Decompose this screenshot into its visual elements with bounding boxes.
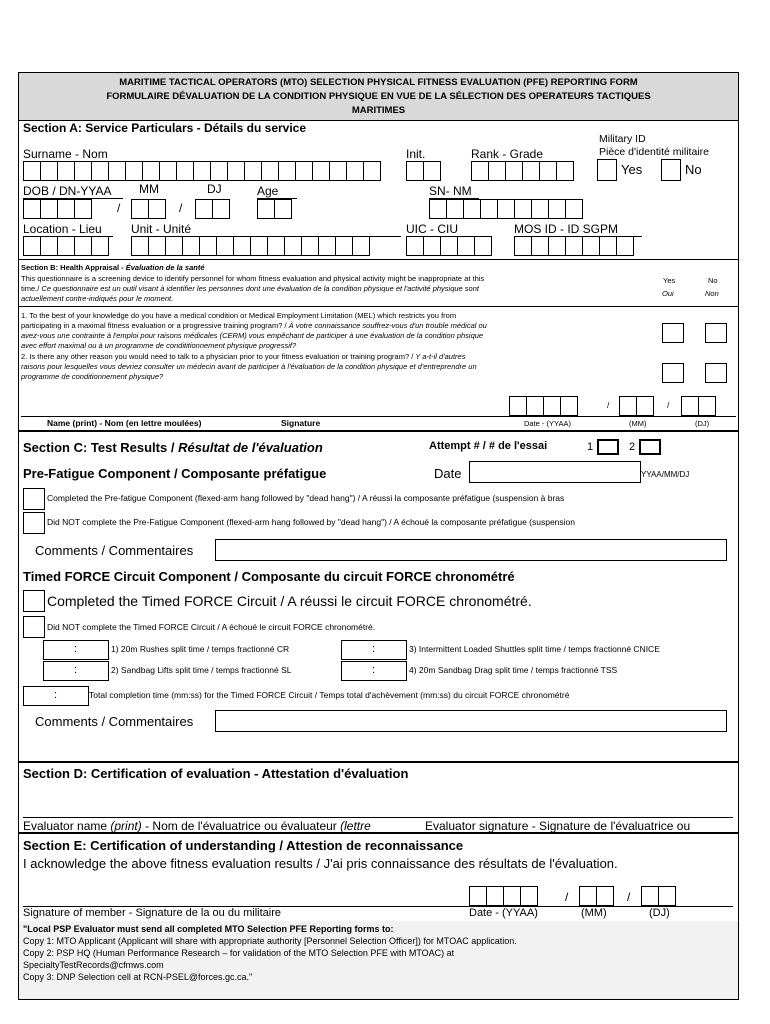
init-field[interactable] xyxy=(406,161,440,181)
military-id-no-box[interactable] xyxy=(661,159,681,181)
unit-field[interactable] xyxy=(131,236,369,256)
military-id-label: Military ID xyxy=(599,133,646,145)
section-d xyxy=(19,761,738,833)
split2-label: 2) Sandbag Lifts split time / temps fractionné SL xyxy=(111,665,292,675)
health-date-slash-1: / xyxy=(607,400,610,410)
age-label: Age xyxy=(257,184,297,199)
q2-line-3: programme de conditionnement physique? xyxy=(21,372,164,381)
member-date-slash-2: / xyxy=(627,890,631,904)
dob-slash-1: / xyxy=(117,201,121,215)
split2-colon: : xyxy=(74,664,78,676)
q1-line-2: participating in a maximal fitness evaluation or a progressive training program? / À votre connaissance souffrez-vous d'un trouble médical ou xyxy=(21,321,487,330)
section-c xyxy=(19,431,738,763)
sn-field[interactable] xyxy=(429,199,582,219)
section-b-intro-2: time./ Ce questionnaire est un outil visant à identifier les personnes dont une évaluation de la condition physique et l'activité physique sont xyxy=(21,284,479,293)
section-e-title: Section E: Certification of understanding / Attestion de reconnaissance xyxy=(23,838,464,853)
note-line-5: Copy 3: DNP Selection cell at RCN-PSEL@forces.gc.ca." xyxy=(23,972,253,982)
tf-comments-label: Comments / Commentaires xyxy=(35,714,194,729)
non-header: Non xyxy=(705,289,719,298)
member-date-month-field[interactable] xyxy=(579,886,613,906)
note-line-1: "Local PSP Evaluator must send all completed MTO Selection PFE Reporting forms to: xyxy=(23,924,394,934)
form-header xyxy=(19,73,738,121)
split1-label: 1) 20m Rushes split time / temps fractionné CR xyxy=(111,644,290,654)
uic-field[interactable] xyxy=(406,236,491,256)
section-c-title: Section C: Test Results / Résultat de l'évaluation xyxy=(23,440,323,455)
note-line-2: Copy 1: MTO Applicant (Applicant will share with appropriate authority [Personnel Selection Officer]) for MTOAC application. xyxy=(23,936,517,946)
attempt-1-label: 1 xyxy=(587,441,594,453)
mos-field[interactable] xyxy=(514,236,633,256)
q2-no-box[interactable] xyxy=(705,363,727,383)
section-e xyxy=(19,833,738,923)
q1-line-4: avec effort maximal ou à un programme de condititionnement physique progressif? xyxy=(21,341,297,350)
note-email-link[interactable]: SpecialtyTestRecords@cfmws.com xyxy=(23,960,164,970)
dob-dj-label: DJ xyxy=(207,182,222,196)
pf-comments-label: Comments / Commentaires xyxy=(35,543,194,558)
health-date-year-field[interactable] xyxy=(509,396,577,416)
member-date-mm-label: (MM) xyxy=(581,907,607,919)
rank-label: Rank - Grade xyxy=(471,147,571,162)
section-b-title: Section B: Health Appraisal - Évaluation de la santé xyxy=(21,263,205,272)
pf-completed-label: Completed the Pre-fatigue Component (flexed-arm hang followed by "dead hang") / A réussi la composante préfatigue (suspension à bras xyxy=(47,493,565,503)
q2-line-2: raisons pour lesquelles vous devriez consulter un médecin avant de participer à l'évaluation de la condition physique et d'entreprendre un xyxy=(21,362,477,371)
split4-colon: : xyxy=(372,664,376,676)
total-time-field[interactable] xyxy=(23,686,89,706)
total-time-label: Total completion time (mm:ss) for the Timed FORCE Circuit / Temps total d'achèvement (mm:ss) du circuit FORCE chronométré xyxy=(89,690,570,700)
tf-notcompleted-label: Did NOT complete the Timed FORCE Circuit / A échoué le circuit FORCE chronométré. xyxy=(47,622,376,632)
oui-header: Oui xyxy=(662,289,674,298)
section-b-intro-3: actuellement contre-indiqués pour le moment. xyxy=(21,294,174,303)
header-line-2: FORMULAIRE DÉVALUATION DE LA CONDITION PHYSIQUE EN VUE DE LA SÉLECTION DES OPERATEURS TACTIQUES xyxy=(106,91,651,102)
timed-force-title: Timed FORCE Circuit Component / Composante du circuit FORCE chronométré xyxy=(23,569,515,584)
q1-line-3: avez-vous une contrainte à l'emploi pour raisons médicales (CERM) vous empêchant de participer à une évaluation de la condition phsique xyxy=(21,331,484,340)
dob-slash-2: / xyxy=(179,201,183,215)
pf-comments-field[interactable] xyxy=(215,539,727,561)
section-b-intro-1: This questionnaire is a screening device to identify personnel for whom fitness evaluation and physical activity might be inappropriate at this xyxy=(21,274,485,283)
unit-label: Unit - Unité xyxy=(131,222,401,237)
q1-line-1: 1. To the best of your knowledge do you have a medical condition or Medical Employment Limitation (MEL) which restricts you from xyxy=(21,311,457,320)
military-id-yes-box[interactable] xyxy=(597,159,617,181)
location-field[interactable] xyxy=(23,236,108,256)
no-header: No xyxy=(708,276,718,285)
member-date-yyaa-label: Date - (YYAA) xyxy=(469,907,538,919)
member-date-dj-label: (DJ) xyxy=(649,907,670,919)
military-id-yes-label: Yes xyxy=(621,162,643,177)
date-mm-label: (MM) xyxy=(629,419,647,428)
date-dj-label: (DJ) xyxy=(695,419,710,428)
member-date-year-field[interactable] xyxy=(469,886,537,906)
submission-note xyxy=(19,921,738,999)
pfe-form xyxy=(18,72,739,1000)
split4-label: 4) 20m Sandbag Drag split time / temps fractionné TSS xyxy=(409,665,618,675)
prefatigue-title: Pre-Fatigue Component / Composante préfatigue xyxy=(23,466,327,481)
name-print-label: Name (print) - Nom (en lettre moulées) xyxy=(47,418,202,428)
split1-colon: : xyxy=(74,643,78,655)
header-line-1: MARITIME TACTICAL OPERATORS (MTO) SELECTION PHYSICAL FITNESS EVALUATION (PFE) REPORTING FORM xyxy=(119,77,638,88)
split4-time-field[interactable] xyxy=(341,661,407,681)
rank-field[interactable] xyxy=(471,161,573,181)
dob-day-field[interactable] xyxy=(195,199,229,219)
section-d-title: Section D: Certification of evaluation - Attestation d'évaluation xyxy=(23,766,409,781)
pf-completed-checkbox[interactable] xyxy=(23,488,45,510)
pf-notcompleted-checkbox[interactable] xyxy=(23,512,45,534)
tf-comments-field[interactable] xyxy=(215,710,727,732)
signature-label: Signature xyxy=(281,418,321,428)
surname-field[interactable] xyxy=(23,161,380,181)
pf-notcompleted-label: Did NOT complete the Pre-Fatigue Component (flexed-arm hang followed by "dead hang") / A échoué la composante préfatigue (suspension xyxy=(47,517,575,527)
prefatigue-date-field[interactable] xyxy=(469,461,641,483)
evaluator-name-label: Evaluator name (print) - Nom de l'évaluatrice ou évaluateur (lettre xyxy=(23,819,371,833)
attempt-2-box[interactable] xyxy=(639,439,661,455)
total-colon: : xyxy=(54,689,58,701)
q2-yes-box[interactable] xyxy=(662,363,684,383)
tf-completed-label: Completed the Timed FORCE Circuit / A réussi le circuit FORCE chronométré. xyxy=(47,593,532,609)
section-b xyxy=(19,259,738,431)
q2-line-1: 2. Is there any other reason you would need to talk to a physician prior to your fitness evaluation or training program? / Y a-t-il d'autres xyxy=(21,352,466,361)
date-yyaa-label: Date - (YYAA) xyxy=(524,419,571,428)
member-date-slash-1: / xyxy=(565,890,569,904)
dob-mm-label: MM xyxy=(139,182,159,196)
member-date-day-field[interactable] xyxy=(641,886,675,906)
attempt-1-box[interactable] xyxy=(597,439,619,455)
yes-header: Yes xyxy=(663,276,676,285)
dob-month-field[interactable] xyxy=(131,199,165,219)
init-label: Init. xyxy=(406,147,436,162)
q1-yes-box[interactable] xyxy=(662,323,684,343)
tf-completed-checkbox[interactable] xyxy=(23,590,45,612)
health-date-day-field[interactable] xyxy=(681,396,715,416)
member-signature-label: Signature of member - Signature de la ou du militaire xyxy=(23,907,282,919)
evaluator-signature-label: Evaluator signature - Signature de l'évaluatrice ou xyxy=(425,819,691,833)
note-line-3: Copy 2: PSP HQ (Human Performance Research – for validation of the MTO Selection PFE with MTOAC) at xyxy=(23,948,455,958)
military-id-no-label: No xyxy=(685,162,702,177)
prefatigue-date-format: YYAA/MM/DJ xyxy=(641,470,690,479)
split3-label: 3) Intermittent Loaded Shuttles split time / temps fractionné CNICE xyxy=(409,644,660,654)
health-date-slash-2: / xyxy=(667,400,670,410)
tf-notcompleted-checkbox[interactable] xyxy=(23,616,45,638)
prefatigue-date-label: Date xyxy=(434,466,462,481)
sn-label: SN- NM xyxy=(429,184,479,199)
age-field[interactable] xyxy=(257,199,291,219)
evaluator-line xyxy=(23,817,733,818)
dob-label: DOB / DN-YYAA xyxy=(23,184,123,199)
uic-label: UIC - CIU xyxy=(406,222,486,237)
health-signature-line xyxy=(21,416,736,417)
split2-time-field[interactable] xyxy=(43,661,109,681)
attempt-label: Attempt # / # de l'essai xyxy=(429,440,548,452)
mos-label: MOS ID - ID SGPM xyxy=(514,222,642,237)
attempt-2-label: 2 xyxy=(629,441,636,453)
dob-year-field[interactable] xyxy=(23,199,91,219)
split1-time-field[interactable] xyxy=(43,640,109,660)
location-label: Location - Lieu xyxy=(23,222,113,237)
military-id-label-fr: Pièce d'identité militaire xyxy=(599,146,709,158)
acknowledge-text: I acknowledge the above fitness evaluation results / J'ai pris connaissance des résultats de l'évaluation. xyxy=(23,856,618,871)
split3-colon: : xyxy=(372,643,376,655)
section-a-title: Section A: Service Particulars - Détails du service xyxy=(23,121,307,135)
header-line-3: MARITIMES xyxy=(351,105,406,116)
split3-time-field[interactable] xyxy=(341,640,407,660)
q1-no-box[interactable] xyxy=(705,323,727,343)
health-date-month-field[interactable] xyxy=(619,396,653,416)
surname-label: Surname - Nom xyxy=(23,147,378,162)
